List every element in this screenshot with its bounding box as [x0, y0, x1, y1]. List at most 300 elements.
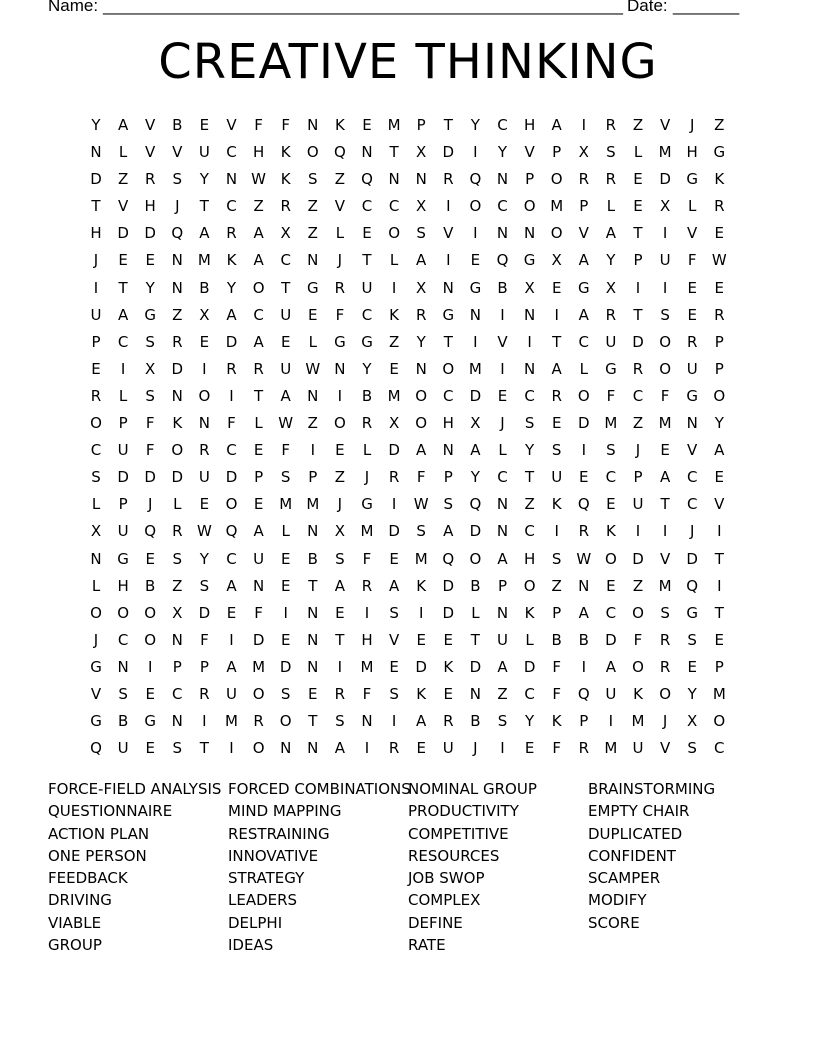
grid-letter: R — [551, 386, 562, 405]
grid-letter: N — [415, 359, 427, 378]
grid-letter: K — [443, 657, 454, 676]
grid-letter: N — [225, 170, 238, 189]
word-item: DRIVING — [48, 891, 112, 910]
word-item: VIABLE — [48, 913, 102, 932]
grid-letter: P — [118, 495, 128, 514]
grid-letter: K — [551, 495, 562, 514]
grid-letter: Q — [442, 549, 455, 568]
grid-letter: T — [254, 386, 264, 405]
grid-letter: G — [144, 305, 156, 324]
grid-letter: J — [635, 441, 641, 460]
grid-letter: C — [388, 197, 400, 216]
grid-letter: D — [252, 630, 265, 649]
grid-letter: N — [307, 630, 319, 649]
grid-letter: Y — [525, 441, 535, 460]
grid-letter: E — [226, 603, 237, 622]
grid-letter: R — [632, 359, 644, 378]
grid-letter: D — [198, 603, 211, 622]
grid-letter: I — [581, 657, 587, 676]
grid-letter: O — [144, 630, 157, 649]
grid-letter: E — [524, 739, 535, 758]
grid-letter: Z — [714, 116, 725, 134]
grid-letter: V — [659, 739, 671, 758]
grid-letter: Q — [144, 522, 157, 541]
grid-letter: J — [689, 116, 695, 134]
grid-letter: S — [497, 712, 508, 731]
grid-letter: J — [500, 414, 505, 433]
grid-letter: U — [280, 359, 292, 378]
grid-letter: R — [605, 170, 617, 189]
grid-letter: G — [605, 359, 617, 378]
word-item: EMPTY CHAIR — [588, 802, 690, 821]
grid-letter: B — [497, 278, 508, 297]
grid-letter: C — [605, 603, 617, 622]
grid-letter: S — [660, 305, 670, 324]
grid-letter: O — [252, 278, 265, 297]
grid-letter: L — [579, 359, 588, 378]
grid-letter: N — [469, 305, 481, 324]
grid-letter: O — [550, 224, 563, 243]
grid-letter: B — [307, 549, 318, 568]
grid-letter: L — [91, 576, 101, 595]
grid-letter: C — [605, 468, 617, 487]
grid-letter: O — [523, 576, 536, 595]
word-item: MIND MAPPING — [228, 802, 342, 821]
grid-letter: F — [362, 549, 372, 568]
grid-letter: C — [90, 441, 102, 460]
grid-letter: X — [416, 143, 427, 162]
word-item: RATE — [408, 936, 446, 955]
grid-letter: L — [633, 143, 643, 162]
grid-letter: J — [689, 522, 695, 541]
grid-letter: V — [117, 197, 129, 216]
grid-letter: Z — [632, 116, 644, 134]
grid-letter: X — [659, 197, 671, 216]
grid-letter: E — [308, 684, 318, 703]
grid-letter: E — [199, 495, 210, 514]
grid-letter: F — [687, 251, 697, 270]
date-label: Date: — [627, 0, 668, 15]
grid-letter: G — [523, 251, 536, 270]
grid-letter: E — [714, 224, 725, 243]
grid-letter: O — [415, 414, 428, 433]
grid-letter: D — [90, 170, 102, 189]
grid-letter: G — [90, 712, 102, 731]
grid-letter: P — [714, 332, 724, 351]
grid-letter: S — [145, 386, 155, 405]
grid-letter: E — [633, 170, 643, 189]
grid-letter: V — [388, 630, 400, 649]
grid-letter: D — [469, 386, 482, 405]
grid-letter: I — [662, 224, 668, 243]
grid-letter: F — [254, 116, 263, 134]
grid-letter: E — [253, 495, 264, 514]
grid-letter: I — [283, 603, 288, 622]
grid-letter: D — [632, 332, 644, 351]
grid-letter: U — [198, 143, 210, 162]
grid-letter: A — [659, 468, 671, 487]
grid-letter: I — [364, 603, 370, 622]
grid-letter: M — [387, 386, 401, 405]
grid-letter: H — [90, 224, 102, 243]
grid-letter: J — [337, 251, 343, 270]
grid-letter: Y — [525, 712, 535, 731]
grid-letter: E — [633, 197, 643, 216]
grid-letter: Y — [470, 116, 480, 134]
grid-letter: J — [662, 712, 668, 731]
grid-letter: F — [281, 441, 290, 460]
grid-letter: B — [172, 116, 183, 134]
word-item: INNOVATIVE — [228, 846, 319, 865]
grid-letter: I — [500, 359, 505, 378]
grid-letter: P — [91, 332, 101, 351]
grid-letter: R — [686, 332, 698, 351]
grid-letter: N — [117, 657, 129, 676]
grid-letter: E — [687, 657, 697, 676]
grid-letter: Z — [117, 170, 129, 189]
grid-letter: O — [523, 197, 536, 216]
grid-letter: S — [91, 468, 101, 487]
grid-letter: U — [686, 359, 698, 378]
grid-letter: M — [197, 251, 211, 270]
grid-letter: E — [308, 305, 318, 324]
grid-letter: Z — [307, 414, 318, 433]
grid-letter: N — [523, 305, 536, 324]
grid-letter: N — [442, 441, 454, 460]
grid-letter: P — [118, 414, 128, 433]
grid-letter: L — [335, 224, 345, 243]
grid-letter: F — [362, 684, 372, 703]
grid-letter: U — [551, 468, 563, 487]
grid-letter: I — [93, 278, 99, 297]
grid-letter: N — [523, 224, 536, 243]
grid-letter: N — [171, 251, 183, 270]
grid-letter: S — [551, 549, 562, 568]
grid-letter: O — [306, 143, 319, 162]
grid-letter: E — [389, 359, 399, 378]
grid-letter: R — [415, 305, 427, 324]
grid-letter: R — [280, 197, 291, 216]
grid-letter: A — [714, 441, 725, 460]
grid-letter: E — [687, 305, 697, 324]
grid-letter: O — [279, 712, 292, 731]
grid-letter: R — [714, 305, 725, 324]
grid-letter: N — [307, 116, 319, 134]
grid-letter: D — [388, 441, 400, 460]
grid-letter: Q — [469, 170, 482, 189]
grid-letter: N — [496, 170, 509, 189]
grid-letter: N — [307, 603, 319, 622]
grid-letter: B — [470, 712, 481, 731]
grid-letter: N — [307, 386, 319, 405]
grid-letter: V — [145, 143, 156, 162]
grid-letter: R — [253, 712, 264, 731]
word-item: QUESTIONNAIRE — [48, 802, 173, 821]
grid-letter: S — [145, 332, 155, 351]
grid-letter: J — [337, 495, 343, 514]
page-title: CREATIVE THINKING — [158, 34, 658, 90]
word-item: MODIFY — [588, 891, 647, 910]
grid-letter: N — [496, 224, 509, 243]
grid-letter: W — [576, 549, 592, 568]
grid-letter: O — [225, 495, 238, 514]
grid-letter: N — [523, 359, 536, 378]
grid-letter: N — [415, 170, 427, 189]
word-item: FORCED COMBINATIONS — [228, 780, 411, 798]
grid-letter: Y — [470, 468, 480, 487]
word-item: ACTION PLAN — [48, 824, 150, 843]
grid-letter: A — [578, 305, 589, 324]
grid-letter: V — [90, 684, 102, 703]
grid-letter: R — [90, 386, 102, 405]
grid-letter: I — [202, 712, 207, 731]
grid-letter: R — [172, 522, 183, 541]
grid-letter: A — [578, 251, 589, 270]
grid-letter: A — [497, 657, 508, 676]
grid-letter: R — [226, 224, 237, 243]
grid-letter: M — [550, 197, 564, 216]
grid-letter: R — [334, 278, 346, 297]
grid-letter: Z — [551, 576, 562, 595]
grid-letter: G — [686, 386, 698, 405]
grid-letter: Z — [632, 414, 644, 433]
grid-letter: C — [280, 251, 291, 270]
grid-letter: E — [660, 441, 670, 460]
grid-letter: D — [225, 332, 238, 351]
grid-letter: S — [172, 549, 183, 568]
grid-letter: I — [473, 143, 478, 162]
grid-letter: P — [525, 170, 535, 189]
grid-letter: I — [581, 116, 587, 134]
grid-letter: U — [253, 549, 265, 568]
grid-letter: Q — [361, 170, 373, 189]
grid-letter: N — [171, 712, 183, 731]
grid-letter: R — [226, 359, 237, 378]
grid-letter: E — [145, 739, 155, 758]
grid-letter: D — [686, 549, 698, 568]
grid-letter: S — [389, 684, 399, 703]
grid-letter: E — [714, 630, 725, 649]
grid-letter: P — [308, 468, 318, 487]
grid-letter: C — [226, 143, 237, 162]
grid-letter: S — [308, 170, 318, 189]
grid-letter: N — [198, 414, 210, 433]
grid-letter: P — [552, 603, 562, 622]
grid-letter: X — [172, 603, 183, 622]
grid-letter: K — [714, 170, 725, 189]
grid-letter: S — [606, 441, 616, 460]
word-item: COMPLEX — [408, 891, 481, 910]
grid-letter: O — [713, 386, 726, 405]
grid-letter: W — [196, 522, 212, 541]
grid-letter: G — [117, 549, 129, 568]
grid-letter: F — [254, 603, 263, 622]
grid-letter: S — [660, 603, 670, 622]
grid-letter: M — [468, 359, 482, 378]
grid-letter: N — [496, 522, 509, 541]
grid-letter: E — [389, 657, 399, 676]
grid-letter: K — [551, 712, 562, 731]
grid-letter: L — [498, 441, 507, 460]
grid-letter: E — [362, 116, 372, 134]
grid-letter: L — [281, 522, 290, 541]
grid-letter: N — [280, 739, 292, 758]
word-column — [588, 778, 768, 934]
grid-letter: B — [117, 712, 129, 731]
grid-letter: G — [361, 495, 373, 514]
grid-letter: Z — [524, 495, 535, 514]
grid-letter: A — [253, 224, 264, 243]
grid-letter: E — [280, 549, 291, 568]
grid-letter: N — [171, 386, 183, 405]
grid-letter: C — [686, 495, 698, 514]
word-item: LEADERS — [228, 891, 298, 910]
grid-letter: K — [524, 603, 535, 622]
grid-letter: C — [497, 116, 508, 134]
grid-letter: Y — [714, 414, 724, 433]
grid-letter: O — [171, 441, 184, 460]
grid-letter: J — [93, 251, 99, 270]
grid-letter: D — [442, 576, 455, 595]
grid-letter: L — [362, 441, 372, 460]
grid-letter: R — [605, 116, 617, 134]
grid-letter: R — [334, 684, 346, 703]
grid-letter: J — [364, 468, 370, 487]
grid-letter: R — [388, 468, 400, 487]
grid-letter: I — [337, 386, 343, 405]
grid-letter: G — [713, 143, 726, 162]
grid-letter: S — [443, 495, 454, 514]
grid-letter: D — [144, 468, 156, 487]
grid-letter: T — [389, 143, 399, 162]
grid-letter: N — [686, 414, 698, 433]
grid-letter: F — [416, 468, 426, 487]
grid-letter: O — [713, 712, 726, 731]
grid-letter: X — [470, 414, 481, 433]
grid-letter: O — [388, 224, 400, 243]
grid-letter: R — [199, 684, 210, 703]
grid-letter: A — [199, 224, 210, 243]
grid-letter: P — [199, 657, 209, 676]
grid-letter: A — [253, 522, 264, 541]
grid-letter: E — [497, 386, 508, 405]
grid-letter: U — [90, 305, 102, 324]
grid-letter: P — [254, 468, 264, 487]
grid-letter: Y — [145, 278, 155, 297]
grid-letter: D — [144, 224, 156, 243]
grid-letter: E — [280, 630, 291, 649]
name-blank-line: _______________________________________________________ — [103, 0, 624, 15]
grid-letter: I — [229, 386, 234, 405]
grid-letter: N — [334, 359, 346, 378]
grid-letter: Y — [416, 332, 426, 351]
grid-letter: N — [496, 495, 509, 514]
grid-letter: P — [172, 657, 182, 676]
grid-letter: R — [605, 305, 617, 324]
grid-letter: X — [687, 712, 698, 731]
grid-letter: I — [364, 739, 370, 758]
grid-letter: A — [280, 386, 291, 405]
grid-letter: C — [361, 197, 373, 216]
grid-letter: U — [361, 278, 373, 297]
grid-letter: A — [416, 712, 427, 731]
grid-letter: G — [306, 278, 319, 297]
grid-letter: E — [389, 549, 399, 568]
grid-letter: F — [335, 305, 345, 324]
grid-letter: M — [279, 495, 293, 514]
grid-letter: T — [714, 549, 724, 568]
grid-letter: Z — [334, 170, 346, 189]
grid-letter: G — [577, 278, 590, 297]
grid-letter: E — [280, 332, 291, 351]
word-column — [228, 778, 411, 956]
grid-letter: C — [714, 739, 725, 758]
grid-letter: H — [252, 143, 265, 162]
grid-letter: L — [389, 251, 399, 270]
grid-letter: Y — [606, 251, 616, 270]
header — [48, 0, 748, 20]
word-item: STRATEGY — [228, 869, 305, 888]
grid-letter: I — [446, 197, 451, 216]
word-item: FEEDBACK — [48, 869, 128, 888]
grid-letter: E — [145, 549, 155, 568]
grid-letter: E — [416, 630, 426, 649]
grid-letter: G — [686, 603, 698, 622]
grid-letter: O — [252, 739, 265, 758]
grid-letter: M — [604, 414, 618, 433]
grid-letter: D — [225, 468, 238, 487]
grid-letter: I — [446, 251, 451, 270]
grid-letter: Q — [333, 143, 346, 162]
grid-letter: D — [469, 522, 482, 541]
grid-letter: O — [659, 684, 671, 703]
grid-letter: D — [523, 657, 536, 676]
grid-letter: T — [118, 278, 128, 297]
grid-letter: Q — [225, 522, 238, 541]
grid-letter: N — [361, 143, 373, 162]
grid-letter: A — [605, 657, 617, 676]
grid-letter: R — [443, 170, 454, 189]
grid-letter: S — [335, 549, 345, 568]
grid-letter: R — [578, 522, 590, 541]
grid-letter: A — [226, 576, 237, 595]
grid-letter: N — [469, 684, 481, 703]
grid-letter: T — [308, 712, 318, 731]
grid-letter: V — [578, 224, 589, 243]
grid-letter: X — [416, 278, 427, 297]
grid-letter: R — [659, 657, 671, 676]
grid-letter: C — [253, 305, 264, 324]
grid-letter: T — [714, 603, 724, 622]
grid-letter: D — [117, 224, 129, 243]
grid-letter: S — [551, 441, 562, 460]
grid-letter: C — [361, 305, 373, 324]
grid-letter: O — [659, 332, 671, 351]
grid-letter: I — [229, 739, 234, 758]
grid-letter: V — [145, 116, 156, 134]
grid-letter: O — [252, 684, 265, 703]
grid-letter: A — [226, 657, 237, 676]
grid-letter: U — [632, 495, 644, 514]
grid-letter: Z — [172, 576, 183, 595]
grid-letter: A — [334, 576, 346, 595]
grid-letter: P — [714, 359, 724, 378]
grid-letter: A — [497, 549, 508, 568]
grid-letter: T — [199, 739, 209, 758]
grid-letter: E — [335, 441, 345, 460]
grid-letter: R — [443, 712, 454, 731]
grid-letter: P — [714, 657, 724, 676]
